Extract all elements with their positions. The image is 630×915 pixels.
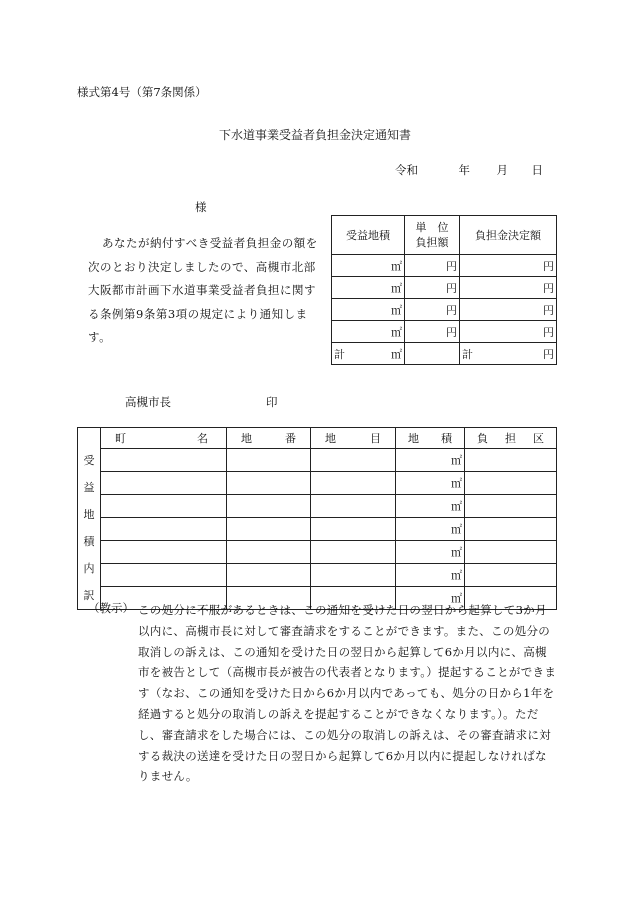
fee-row: ㎡ 円 円 — [332, 321, 557, 343]
addressee-suffix: 様 — [195, 200, 207, 214]
header-category: 地 目 — [311, 428, 396, 449]
date-day: 日 — [531, 163, 543, 177]
document-title: 下水道事業受益者負担金決定通知書 — [218, 128, 411, 142]
area-row: ㎡ — [78, 448, 557, 471]
date-month: 月 — [496, 163, 508, 177]
notification-body: あなたが納付すべき受益者負担金の額を次のとおり決定しましたので、高槻市北部大阪都市計画下水道事業受益者負担に関する条例第9条第3項の規定により通知します。 — [88, 236, 318, 344]
notice-text: この処分に不服があるときは、この通知を受けた日の翌日から起算して3か月以内に、高槻市長に対して審査請求をすることができます。また、この処分の取消しの訴えは、この通知を受けた日の翌日から起算して6か月以内に、高槻市を被告として（高槻市長が被告の代表者となります。）提起することができます（なお、この通知を受けた日から6か月以内であっても、処分の日から1年を経過すると処分の取消しの訴えを提起することができなくなります。）。ただし、審査請求をした場合には、この処分の取消しの訴えは、その審査請求に対する裁決の送達を受けた日の翌日から起算して6か月以内に提起しなければなりません。 — [138, 603, 557, 784]
header-benefit-area: 受益地積 — [332, 216, 405, 255]
area-row: ㎡ — [78, 517, 557, 540]
fee-row: ㎡ 円 円 — [332, 277, 557, 299]
area-breakdown-table — [77, 427, 557, 610]
header-area: 地 積 — [396, 428, 465, 449]
area-row: ㎡ — [78, 563, 557, 586]
seal-mark: 印 — [266, 395, 278, 409]
notice-label: （教示） — [88, 601, 134, 615]
header-lot: 地 番 — [227, 428, 311, 449]
signatory-name: 高槻市長 — [125, 395, 171, 409]
date-line — [395, 162, 543, 178]
header-town: 町 名 — [101, 428, 227, 449]
date-year: 年 — [458, 163, 470, 177]
area-row: ㎡ — [78, 494, 557, 517]
fee-row: ㎡ 円 円 — [332, 299, 557, 321]
date-era: 令和 — [395, 163, 418, 177]
area-row: ㎡ — [78, 586, 557, 609]
fee-row: ㎡ 円 円 — [332, 255, 557, 277]
area-row: ㎡ — [78, 540, 557, 563]
form-number: 様式第4号（第7条関係） — [77, 85, 207, 99]
header-decided-amount: 負担金決定額 — [460, 216, 557, 255]
area-row: ㎡ — [78, 471, 557, 494]
fee-table — [331, 215, 557, 365]
fee-total-row: 計 ㎡ 計 円 — [332, 343, 557, 365]
header-district: 負 担 区 — [465, 428, 557, 449]
header-unit-charge: 単 位 負担額 — [405, 216, 460, 255]
side-label: 受 益 地 積 内 訳 — [78, 428, 101, 610]
